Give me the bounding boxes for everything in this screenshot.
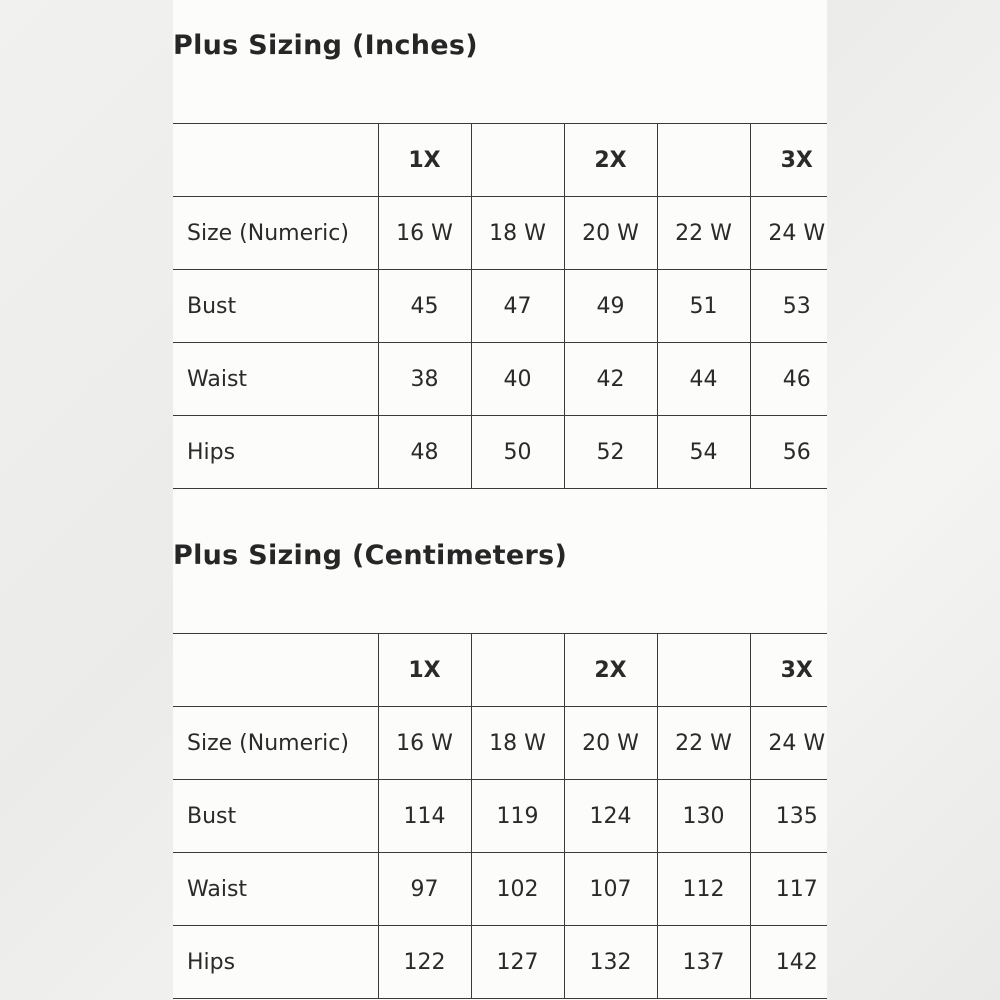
table-cell: 97 <box>378 853 471 926</box>
table-cell: 114 <box>378 780 471 853</box>
table-cell: 24 W <box>750 197 827 270</box>
table-row <box>173 270 827 343</box>
header-cell: 1X <box>378 634 471 707</box>
table-cell: 18 W <box>471 707 564 780</box>
table-header-row <box>173 634 827 707</box>
table-cell: 142 <box>750 926 827 999</box>
table-row <box>173 197 827 270</box>
table-cell: 46 <box>750 343 827 416</box>
header-cell: 3X <box>750 124 827 197</box>
table-cell: 112 <box>657 853 750 926</box>
header-cell: 2X <box>564 634 657 707</box>
table-cell: 18 W <box>471 197 564 270</box>
header-cell: 2X <box>564 124 657 197</box>
row-label: Bust <box>173 270 378 343</box>
row-label: Bust <box>173 780 378 853</box>
table-cell: 49 <box>564 270 657 343</box>
table-row <box>173 707 827 780</box>
header-cell <box>173 634 378 707</box>
table-cell: 24 W <box>750 707 827 780</box>
centimeters-section-title: Plus Sizing (Centimeters) <box>173 540 568 571</box>
table-cell: 44 <box>657 343 750 416</box>
inches-size-table <box>173 123 827 489</box>
inches-section-title: Plus Sizing (Inches) <box>173 30 478 61</box>
table-cell: 130 <box>657 780 750 853</box>
table-cell: 51 <box>657 270 750 343</box>
header-cell <box>657 124 750 197</box>
table-cell: 124 <box>564 780 657 853</box>
table-cell: 117 <box>750 853 827 926</box>
table-cell: 107 <box>564 853 657 926</box>
table-row <box>173 343 827 416</box>
table-row <box>173 416 827 489</box>
table-cell: 16 W <box>378 707 471 780</box>
table-cell: 22 W <box>657 707 750 780</box>
table-cell: 53 <box>750 270 827 343</box>
table-cell: 42 <box>564 343 657 416</box>
table-cell: 54 <box>657 416 750 489</box>
table-cell: 45 <box>378 270 471 343</box>
table-cell: 47 <box>471 270 564 343</box>
row-label: Hips <box>173 926 378 999</box>
row-label: Size (Numeric) <box>173 197 378 270</box>
table-cell: 20 W <box>564 707 657 780</box>
table-row <box>173 926 827 999</box>
row-label: Waist <box>173 853 378 926</box>
centimeters-size-table <box>173 633 827 999</box>
table-cell: 50 <box>471 416 564 489</box>
table-row <box>173 780 827 853</box>
header-cell: 1X <box>378 124 471 197</box>
header-cell: 3X <box>750 634 827 707</box>
header-cell <box>657 634 750 707</box>
table-cell: 56 <box>750 416 827 489</box>
table-cell: 16 W <box>378 197 471 270</box>
header-cell <box>471 124 564 197</box>
table-header-row <box>173 124 827 197</box>
table-cell: 122 <box>378 926 471 999</box>
row-label: Waist <box>173 343 378 416</box>
table-cell: 20 W <box>564 197 657 270</box>
header-cell <box>173 124 378 197</box>
row-label: Size (Numeric) <box>173 707 378 780</box>
table-cell: 48 <box>378 416 471 489</box>
table-cell: 132 <box>564 926 657 999</box>
header-cell <box>471 634 564 707</box>
table-cell: 119 <box>471 780 564 853</box>
size-chart-panel <box>173 0 827 1000</box>
table-cell: 22 W <box>657 197 750 270</box>
table-cell: 135 <box>750 780 827 853</box>
table-cell: 38 <box>378 343 471 416</box>
table-cell: 137 <box>657 926 750 999</box>
table-cell: 40 <box>471 343 564 416</box>
table-cell: 102 <box>471 853 564 926</box>
table-cell: 127 <box>471 926 564 999</box>
row-label: Hips <box>173 416 378 489</box>
table-cell: 52 <box>564 416 657 489</box>
table-row <box>173 853 827 926</box>
